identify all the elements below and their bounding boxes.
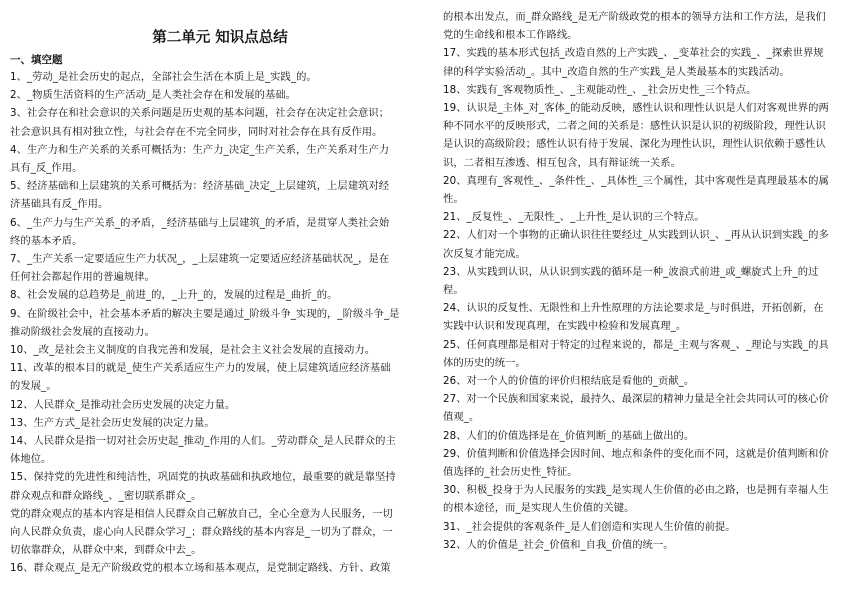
text-line: 16、群众观点_是无产阶级政党的根本立场和基本观点，是党制定路线、方针、政策 (10, 562, 391, 575)
text-line: 值选择的_社会历史性_特征。 (443, 466, 578, 479)
text-line: 种不同水平的反映形式，二者之间的关系是：感性认识是认识的初级阶段，理性认识 (443, 120, 826, 133)
text-line: 25、任何真理都是相对于特定的过程来说的，都是_主观与客观_、_理论与实践_的具 (443, 338, 829, 351)
text-line: 21、_反复性_、_无限性_、_上升性_是认识的三个特点。 (443, 211, 705, 224)
section-heading: 一、填空题 (10, 54, 63, 66)
text-line: 20、真理有_客观性_、_条件性_、_具体性_三个属性，其中客观性是真理最基本的属 (443, 174, 829, 187)
text-line: 11、改革的根本目的就是_使生产关系适应生产力的发展，使上层建筑适应经济基础 (10, 362, 391, 375)
text-line: 切依靠群众，从群众中来，到群众中去_。 (10, 544, 202, 557)
text-line: 8、社会发展的总趋势是_前进_的，_上升_的，发展的过程是_曲折_的。 (10, 289, 338, 302)
text-line: 是认识的高级阶段；感性认识有待于发展、深化为理性认识，理性认识依赖于感性认 (443, 138, 826, 151)
text-line: 的发展_。 (10, 380, 57, 393)
text-line: 具有_反_作用。 (10, 162, 83, 175)
text-line: 任何社会都起作用的普遍规律。 (10, 271, 155, 284)
text-line: 体地位。 (10, 453, 52, 466)
text-line: 实践中认识和发现真理，在实践中检验和发展真理_。 (443, 320, 687, 333)
text-line: 终的基本矛盾。 (10, 234, 83, 247)
text-line: 24、认识的反复性、无限性和上升性原理的方法论要求是_与时俱进，开拓创新，在 (443, 302, 824, 315)
text-line: 28、人们的价值选择是在_价值判断_的基础上做出的。 (443, 429, 695, 442)
text-line: 4、生产力和生产关系的关系可概括为：生产力_决定_生产关系，生产关系对生产力 (10, 143, 390, 156)
text-line: 26、对一个人的价值的评价归根结底是看他的_贡献_。 (443, 375, 695, 388)
text-line: 2、_物质生活资料的生产活动_是人类社会存在和发展的基础。 (10, 89, 297, 102)
text-line: 7、_生产关系一定要适应生产力状况_，_上层建筑一定要适应经济基础状况_，是在 (10, 253, 390, 266)
text-line: 性。 (443, 193, 464, 206)
text-line: 17、实践的基本形式包括_改造自然的上产实践_、_变革社会的实践_、_探索世界规 (443, 47, 824, 60)
right-column (443, 8, 845, 554)
text-line: 值观_。 (443, 411, 480, 424)
text-line: 30、积极_投身于为人民服务的实践_是实现人生价值的必由之路，也是拥有幸福人生 (443, 484, 829, 497)
text-line: 党的生命线和根本工作路线。 (443, 29, 578, 42)
text-line: 推动阶级社会发展的直接动力。 (10, 325, 155, 338)
text-line: 1、_劳动_是社会历史的起点，全部社会生活在本质上是_实践_的。 (10, 71, 317, 83)
text-line: 党的群众观点的基本内容是相信人民群众自己解放自己，全心全意为人民服务，一切 (10, 507, 393, 520)
text-line: 3、社会存在和社会意识的关系问题是历史观的基本问题，社会存在决定社会意识； (10, 107, 390, 120)
text-line: 15、保持党的先进性和纯洁性，巩固党的执政基础和执政地位，最重要的就是靠坚持 (10, 471, 396, 484)
text-line: 济基础具有反_作用。 (10, 198, 109, 211)
text-line: 次反复才能完成。 (443, 247, 526, 260)
text-line: 的根本出发点，而_群众路线_是无产阶级政党的根本的领导方法和工作方法，是我们 (443, 11, 826, 23)
document-title: 第二单元 知识点总结 (152, 30, 288, 46)
text-line: 22、人们对一个事物的正确认识往往要经过_从实践到认识_、_再从认识到实践_的多 (443, 229, 829, 242)
right-text-block (443, 8, 845, 554)
text-line: 群众观点和群众路线_、_密切联系群众_。 (10, 489, 202, 502)
text-line: 12、人民群众_是推动社会历史发展的决定力量。 (10, 398, 236, 411)
text-line: 程。 (443, 284, 464, 297)
text-line: 9、在阶级社会中，社会基本矛盾的解决主要是通过_阶级斗争_实现的，_阶级斗争_是 (10, 307, 400, 320)
text-line: 23、从实践到认识，从认识到实践的循环是一种_波浪式前进_或_螺旋式上升_的过 (443, 265, 819, 278)
text-line: 29、价值判断和价值选择会因时间、地点和条件的变化而不同，这就是价值判断和价 (443, 447, 829, 460)
text-line: 体的历史的统一。 (443, 356, 526, 369)
text-line: 律的科学实验活动_。其中_改造自然的生产实践_是人类最基本的实践活动。 (443, 65, 790, 78)
text-line: 社会意识具有相对独立性，与社会存在不完全同步，同时对社会存在具有反作用。 (10, 125, 383, 138)
text-line: 31、_社会提供的客观条件_是人们创造和实现人生价值的前提。 (443, 520, 736, 533)
text-line: 19、认识是_主体_对_客体_的能动反映，感性认识和理性认识是人们对客观世界的两 (443, 102, 829, 115)
left-text-block (10, 68, 430, 578)
text-line: 6、_生产力与生产关系_的矛盾，_经济基础与上层建筑_的矛盾，是贯穿人类社会始 (10, 216, 390, 229)
text-line: 的根本途径，而_是实现人生价值的关键。 (443, 502, 635, 515)
text-line: 32、人的价值是_社会_价值和_自我_价值的统一。 (443, 538, 674, 551)
text-line: 10、_改_是社会主义制度的自我完善和发展，是社会主义社会发展的直接动力。 (10, 344, 376, 357)
text-line: 27、对一个民族和国家来说，最持久、最深层的精神力量是全社会共同认可的核心价 (443, 393, 829, 406)
text-line: 5、经济基础和上层建筑的关系可概括为：经济基础_决定_上层建筑，上层建筑对经 (10, 180, 390, 193)
text-line: 识，二者相互渗透、相互包含，具有辩证统一关系。 (443, 156, 681, 169)
text-line: 13、生产方式_是社会历史发展的决定力量。 (10, 416, 215, 429)
text-line: 向人民群众负责，虚心向人民群众学习_；群众路线的基本内容是_一切为了群众，一 (10, 526, 393, 539)
text-line: 14、人民群众是指一切对社会历史起_推动_作用的人们。_劳动群众_是人民群众的主 (10, 435, 396, 448)
left-column (10, 8, 430, 578)
text-line: 18、实践有_客观物质性_、_主观能动性_、_社会历史性_三个特点。 (443, 83, 757, 96)
